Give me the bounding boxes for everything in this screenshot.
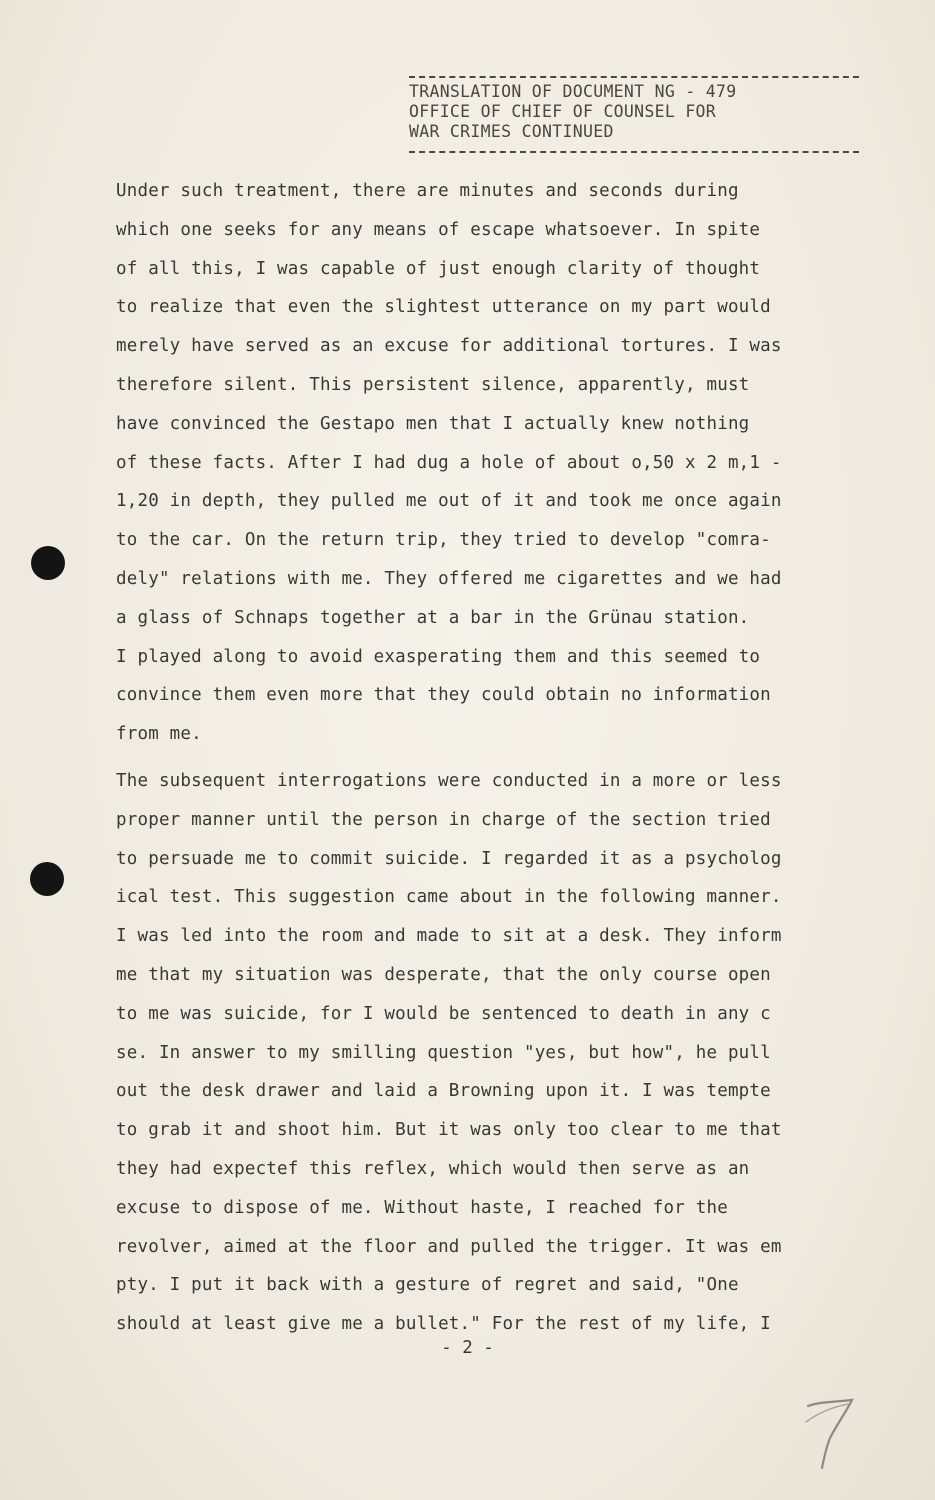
text-line: of all this, I was capable of just enough clarity of thought	[116, 258, 761, 279]
text-line: should at least give me a bullet." For the rest of my life, I	[116, 1314, 771, 1335]
punch-hole-icon	[30, 862, 64, 896]
text-line: out the desk drawer and laid a Browning upon it. I was tempte	[116, 1081, 771, 1102]
text-line: convince them even more that they could obtain no information	[116, 685, 771, 706]
text-line: to realize that even the slightest utterance on my part would	[116, 297, 771, 318]
text-line: I was led into the room and made to sit at a desk. They inform	[116, 926, 782, 947]
text-line: to persuade me to commit suicide. I regarded it as a psycholog	[116, 848, 782, 869]
header-line-1: TRANSLATION OF DOCUMENT NG - 479	[409, 82, 737, 101]
text-line: a glass of Schnaps together at a bar in the Grünau station.	[116, 607, 750, 628]
text-line: excuse to dispose of me. Without haste, I reached for the	[116, 1197, 728, 1218]
text-line: merely have served as an excuse for additional tortures. I was	[116, 336, 782, 357]
document-header	[409, 76, 859, 153]
text-line: proper manner until the person in charge of the section tried	[116, 809, 771, 830]
text-line: ical test. This suggestion came about in the following manner.	[116, 887, 782, 908]
text-line: from me.	[116, 724, 202, 745]
header-bottom-rule	[409, 151, 859, 153]
text-line: I played along to avoid exasperating them and this seemed to	[116, 646, 761, 667]
text-line: 1,20 in depth, they pulled me out of it and took me once again	[116, 491, 782, 512]
text-line: of these facts. After I had dug a hole of about o,50 x 2 m,1 -	[116, 452, 782, 473]
header-top-rule	[409, 76, 859, 78]
punch-hole-icon	[31, 546, 65, 580]
text-line: revolver, aimed at the floor and pulled the trigger. It was em	[116, 1236, 782, 1257]
header-line-2: OFFICE OF CHIEF OF COUNSEL FOR	[409, 102, 717, 121]
text-line: which one seeks for any means of escape whatsoever. In spite	[116, 219, 761, 240]
text-line: to grab it and shoot him. But it was only too clear to me that	[116, 1120, 782, 1141]
text-line: to me was suicide, for I would be sentenced to death in any c	[116, 1003, 771, 1024]
handwritten-page-mark-icon	[800, 1392, 860, 1472]
paragraph-1	[116, 172, 876, 754]
text-line: pty. I put it back with a gesture of regret and said, "One	[116, 1275, 739, 1296]
text-line: me that my situation was desperate, that the only course open	[116, 964, 771, 985]
document-body	[116, 172, 876, 1344]
text-line: Under such treatment, there are minutes and seconds during	[116, 181, 739, 201]
text-line: have convinced the Gestapo men that I actually knew nothing	[116, 413, 750, 434]
text-line: se. In answer to my smilling question "yes, but how", he pull	[116, 1042, 771, 1063]
text-line: they had expectef this reflex, which would then serve as an	[116, 1158, 750, 1179]
text-line: to the car. On the return trip, they tried to develop "comra-	[116, 530, 771, 551]
text-line: dely" relations with me. They offered me cigarettes and we had	[116, 568, 782, 589]
text-line: The subsequent interrogations were conducted in a more or less	[116, 770, 782, 791]
text-line: therefore silent. This persistent silence, apparently, must	[116, 374, 750, 395]
page-number: - 2 -	[441, 1338, 494, 1358]
header-line-3: WAR CRIMES CONTINUED	[409, 122, 614, 141]
paragraph-2	[116, 762, 876, 1344]
